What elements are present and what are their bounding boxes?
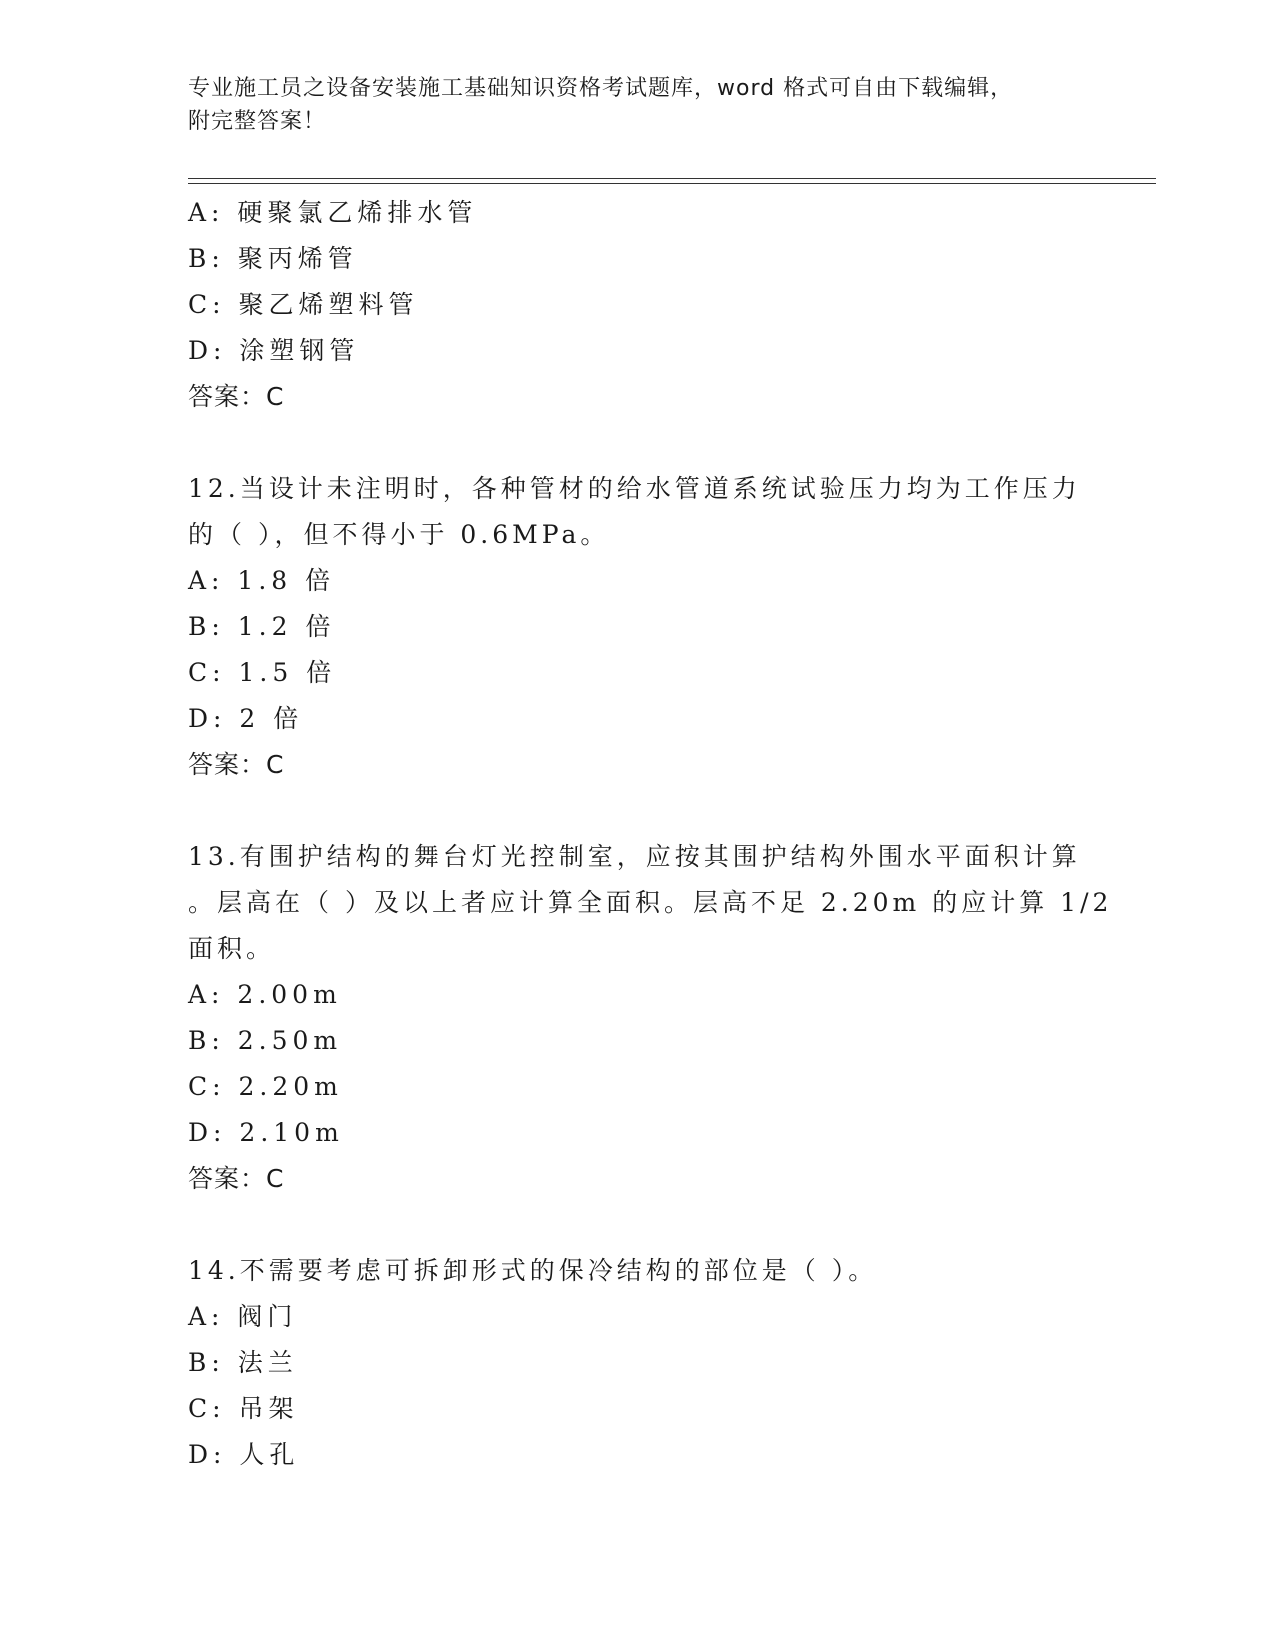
option-c: C: 1.5 倍 — [188, 658, 337, 687]
question-line-1: 12.当设计未注明时，各种管材的给水管道系统试验压力均为工作压力 — [188, 474, 1081, 503]
option-c: C: 2.20m — [188, 1072, 343, 1101]
option-b: B: 2.50m — [188, 1026, 343, 1055]
question-text — [188, 834, 1113, 972]
option-d: D: 涂塑钢管 — [188, 336, 360, 365]
option-c: C: 吊架 — [188, 1394, 299, 1423]
option-b: B: 聚丙烯管 — [188, 244, 358, 273]
answer-line: 答案：C — [188, 382, 285, 411]
question-block-13 — [188, 834, 1113, 1202]
option-b: B: 法兰 — [188, 1348, 298, 1377]
option-a: A: 硬聚氯乙烯排水管 — [188, 198, 478, 227]
option-a: A: 阀门 — [188, 1302, 298, 1331]
option-a: A: 2.00m — [188, 980, 342, 1009]
option-a: A: 1.8 倍 — [188, 566, 336, 595]
question-block-12 — [188, 466, 1088, 788]
spacer — [188, 1202, 1088, 1248]
document-header — [188, 72, 1068, 138]
option-c: C: 聚乙烯塑料管 — [188, 290, 419, 319]
header-rule-bottom — [188, 183, 1156, 184]
header-line-2: 附完整答案！ — [188, 109, 327, 134]
option-b: B: 1.2 倍 — [188, 612, 336, 641]
header-line-1: 专业施工员之设备安装施工基础知识资格考试题库，word 格式可自由下载编辑， — [188, 76, 1014, 101]
question-text — [188, 466, 1088, 558]
question-block-14 — [188, 1248, 1088, 1478]
header-rule-top — [188, 178, 1156, 179]
option-d: D: 2 倍 — [188, 704, 304, 733]
answer-line: 答案：C — [188, 1164, 285, 1193]
question-line-2: 的（ ），但不得小于 0.6MPa。 — [188, 520, 610, 549]
question-line-1: 14.不需要考虑可拆卸形式的保冷结构的部位是（ ）。 — [188, 1256, 878, 1285]
question-block-11 — [188, 190, 1088, 420]
option-d: D: 2.10m — [188, 1118, 344, 1147]
option-d: D: 人孔 — [188, 1440, 300, 1469]
question-line-1: 13.有围护结构的舞台灯光控制室，应按其围护结构外围水平面积计算 — [188, 842, 1081, 871]
question-line-3: 面积。 — [188, 934, 276, 963]
question-text — [188, 1248, 1088, 1294]
question-list — [188, 190, 1113, 1478]
answer-line: 答案：C — [188, 750, 285, 779]
question-line-2: 。层高在（ ）及以上者应计算全面积。层高不足 2.20m 的应计算 1/2 — [188, 888, 1113, 917]
spacer — [188, 420, 1088, 466]
spacer — [188, 788, 1088, 834]
